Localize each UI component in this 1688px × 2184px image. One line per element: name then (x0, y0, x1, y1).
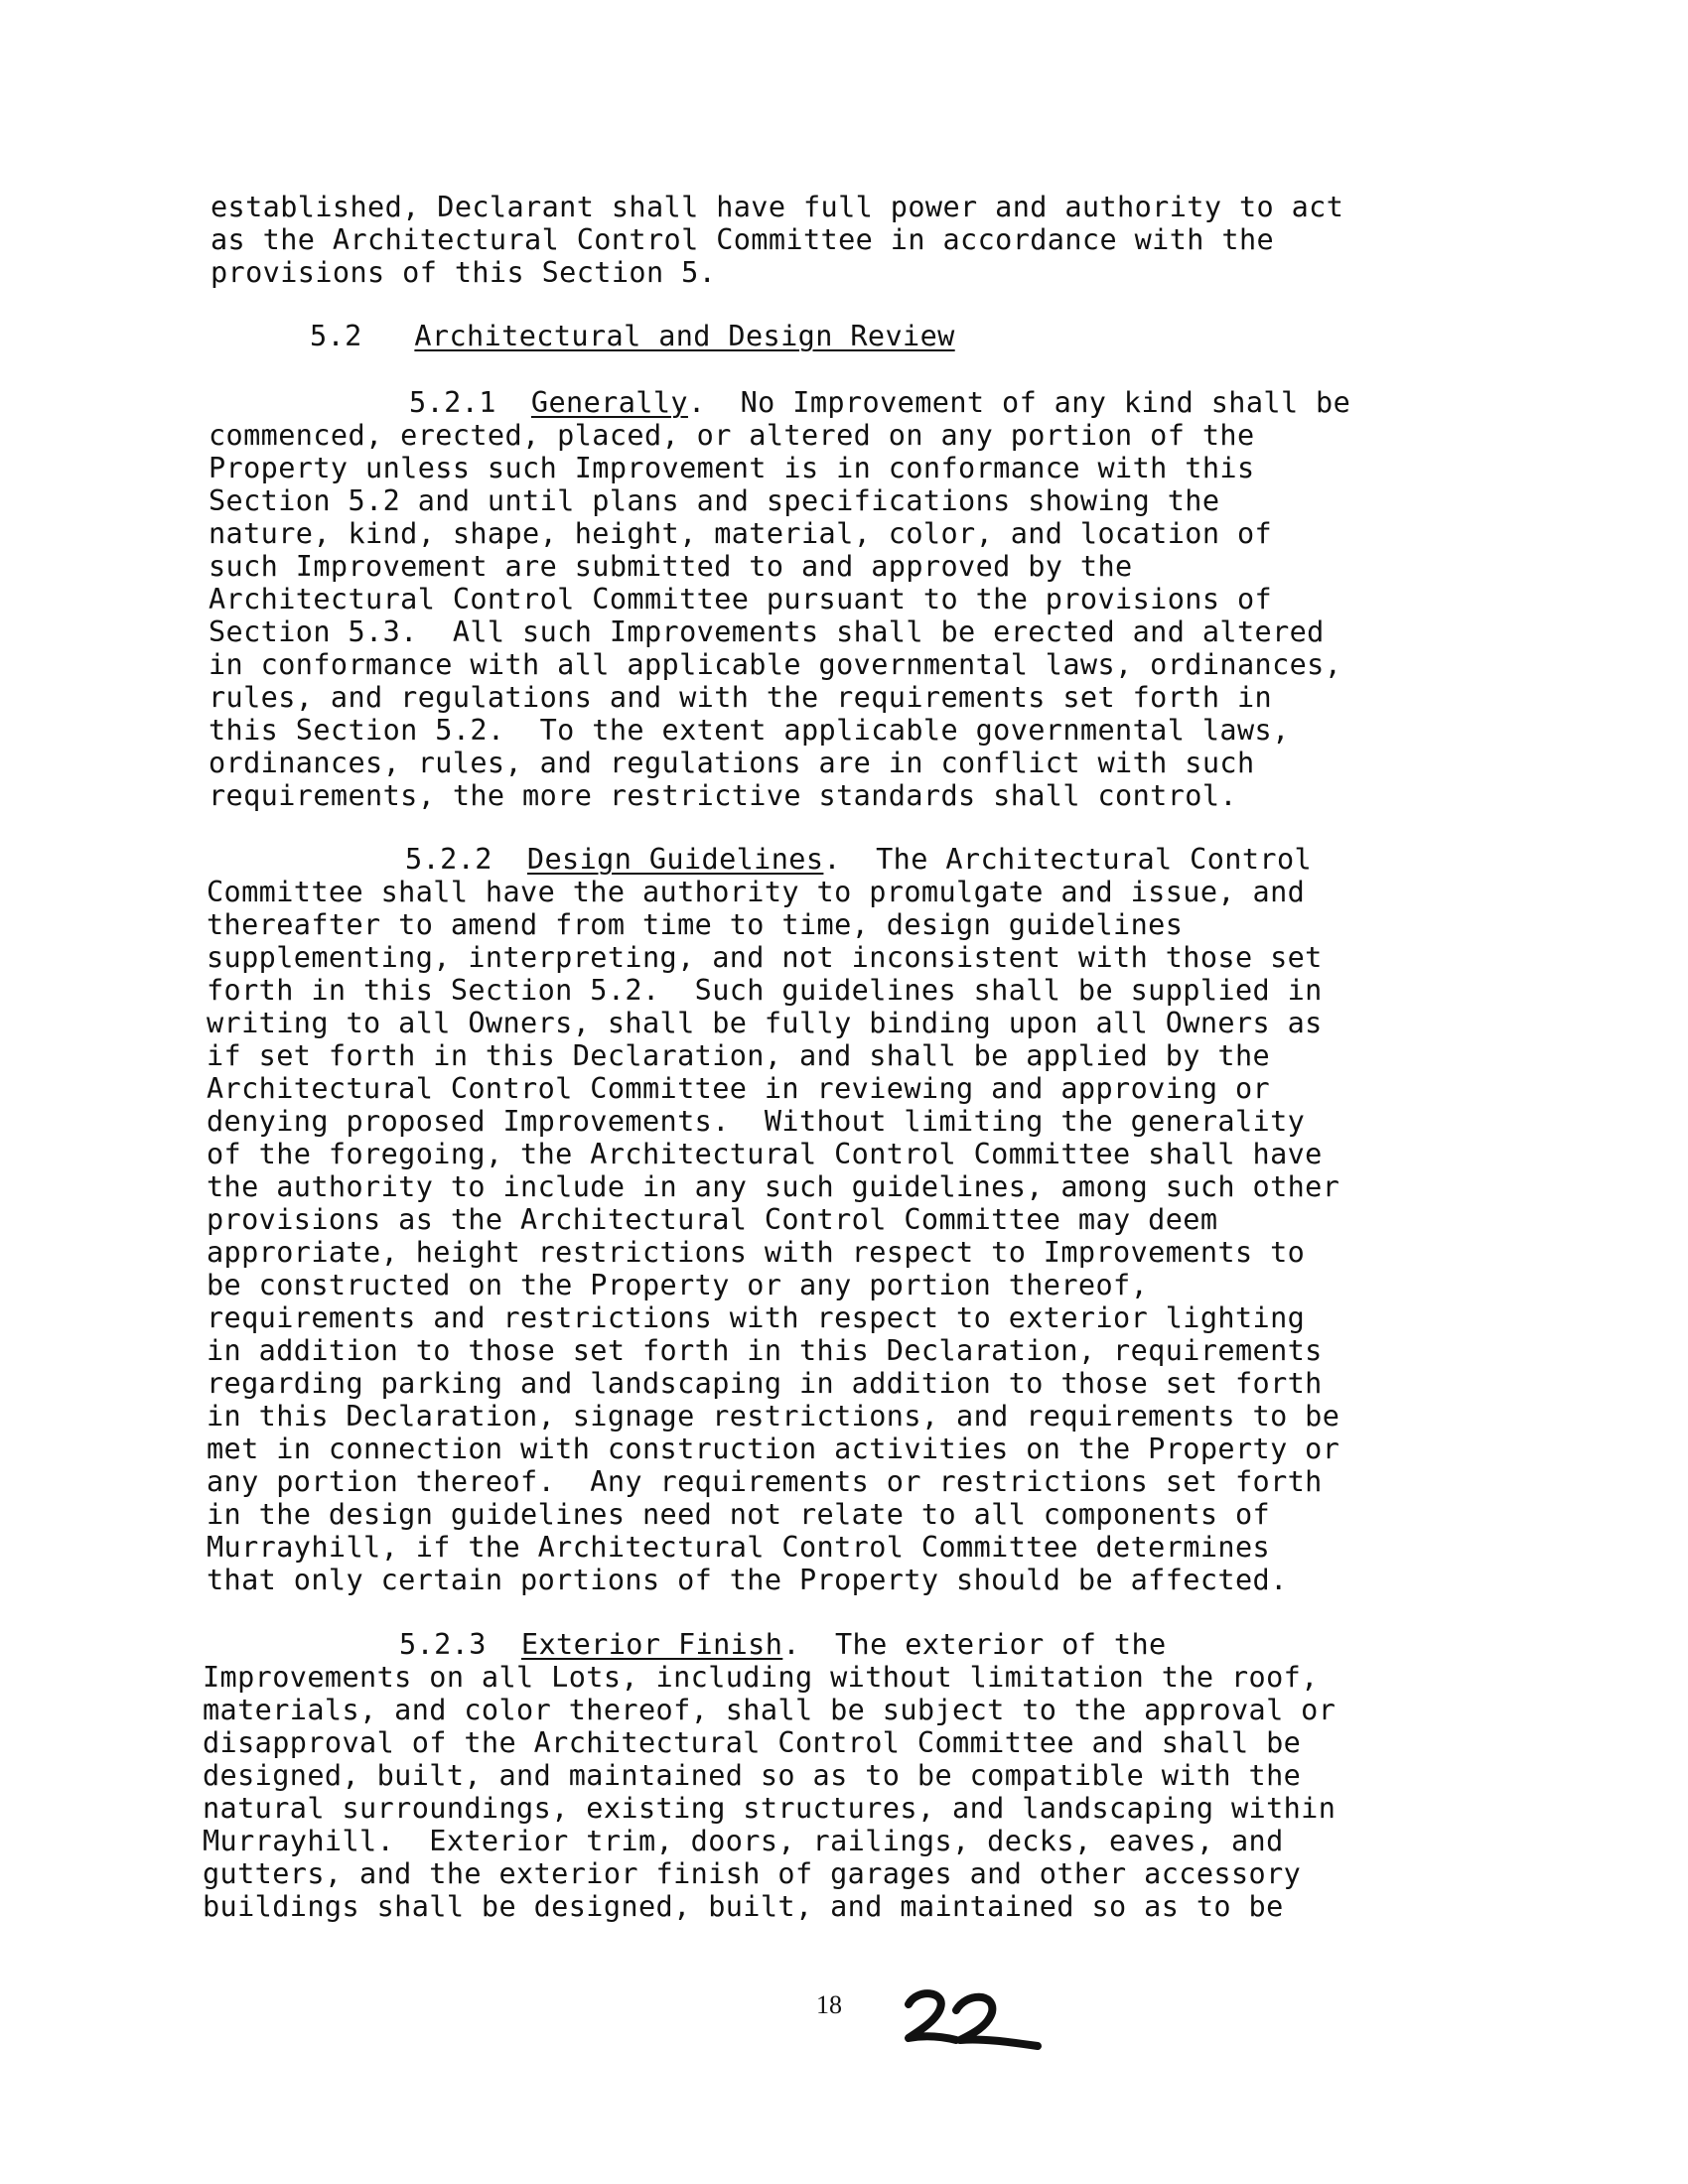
subsection-title: Generally (530, 386, 688, 419)
section-5-2-1-line: Section 5.2 and until plans and specifications showing the (209, 484, 1220, 517)
section-5-2-1-line: such Improvement are submitted to and approved by the (209, 550, 1133, 583)
section-5-2-1-line: in conformance with all applicable governmental laws, ordinances, (209, 648, 1342, 681)
section-5-2-1-line: this Section 5.2. To the extent applicable governmental laws, (209, 714, 1290, 747)
section-5-2-3-first-line (399, 1628, 1167, 1661)
section-5-2-2-line: supplementing, interpreting, and not inconsistent with those set (207, 941, 1323, 974)
section-5-2-heading (310, 320, 955, 352)
section-5-2-3-line: gutters, and the exterior finish of garages and other accessory (203, 1857, 1302, 1890)
section-5-2-2-line: of the foregoing, the Architectural Control Committee shall have (207, 1138, 1323, 1170)
section-5-2-2-line: provisions as the Architectural Control Committee may deem (207, 1203, 1218, 1236)
section-5-2-2-line: in this Declaration, signage restrictions, and requirements to be (207, 1400, 1340, 1433)
section-5-2-3-line: Improvements on all Lots, including without limitation the roof, (203, 1661, 1319, 1694)
section-number: 5.2 (310, 320, 362, 352)
section-5-2-1-line: requirements, the more restrictive standards shall control. (209, 779, 1237, 812)
section-5-2-2-line: thereafter to amend from time to time, design guidelines (207, 908, 1184, 941)
section-5-2-1-line: commenced, erected, placed, or altered on any portion of the (209, 419, 1255, 452)
section-5-2-2-line: Architectural Control Committee in reviewing and approving or (207, 1072, 1271, 1105)
subsection-title: Exterior Finish (520, 1628, 783, 1661)
section-5-2-2-line: in the design guidelines need not relate to all components of (207, 1498, 1271, 1531)
intro-line-2: as the Architectural Control Committee in accordance with the (211, 223, 1275, 256)
section-5-2-1-line: Property unless such Improvement is in conformance with this (209, 452, 1255, 484)
section-5-2-2-line: Committee shall have the authority to promulgate and issue, and (207, 876, 1306, 908)
section-5-2-2-line: any portion thereof. Any requirements or restrictions set forth (207, 1465, 1323, 1498)
page-number: 18 (816, 1990, 842, 2019)
subsection-number: 5.2.1 (409, 386, 496, 419)
subsection-number: 5.2.2 (405, 843, 492, 876)
section-5-2-3-line: disapproval of the Architectural Control Committee and shall be (203, 1726, 1302, 1759)
section-5-2-2-line: requirements and restrictions with respect to exterior lighting (207, 1301, 1306, 1334)
section-5-2-1-line: ordinances, rules, and regulations are in conflict with such (209, 747, 1255, 779)
section-5-2-1-line: Section 5.3. All such Improvements shall be erected and altered (209, 615, 1325, 648)
section-5-2-2-line: if set forth in this Declaration, and shall be applied by the (207, 1039, 1271, 1072)
section-5-2-2-line: in addition to those set forth in this Declaration, requirements (207, 1334, 1323, 1367)
intro-line-3: provisions of this Section 5. (211, 256, 717, 289)
subsection-first-line-text: . No Improvement of any kind shall be (687, 386, 1351, 419)
section-5-2-1-line: nature, kind, shape, height, material, color, and location of (209, 517, 1273, 550)
section-title: Architectural and Design Review (414, 320, 955, 352)
handwritten-page-mark (899, 1980, 1048, 2050)
subsection-first-line-text: . The exterior of the (782, 1628, 1167, 1661)
section-5-2-2-line: forth in this Section 5.2. Such guidelines shall be supplied in (207, 974, 1323, 1007)
section-5-2-3-line: Murrayhill. Exterior trim, doors, railings, decks, eaves, and (203, 1825, 1284, 1857)
section-5-2-2-line: denying proposed Improvements. Without limiting the generality (207, 1105, 1306, 1138)
subsection-number: 5.2.3 (399, 1628, 487, 1661)
subsection-first-line-text: . The Architectural Control (823, 843, 1313, 876)
section-5-2-2-line: that only certain portions of the Property should be affected. (207, 1564, 1288, 1596)
section-5-2-2-first-line (405, 843, 1312, 876)
section-5-2-2-line: Murrayhill, if the Architectural Control Committee determines (207, 1531, 1271, 1564)
section-5-2-2-line: approriate, height restrictions with respect to Improvements to (207, 1236, 1306, 1269)
section-5-2-2-line: regarding parking and landscaping in addition to those set forth (207, 1367, 1323, 1400)
section-5-2-3-line: buildings shall be designed, built, and maintained so as to be (203, 1890, 1284, 1923)
section-5-2-1-line: Architectural Control Committee pursuant to the provisions of (209, 583, 1273, 615)
subsection-title: Design Guidelines (526, 843, 824, 876)
section-5-2-1-first-line (409, 386, 1350, 419)
section-5-2-3-line: materials, and color thereof, shall be subject to the approval or (203, 1694, 1336, 1726)
intro-line-1: established, Declarant shall have full power and authority to act (211, 191, 1344, 223)
section-5-2-2-line: met in connection with construction activities on the Property or (207, 1433, 1340, 1465)
section-5-2-1-line: rules, and regulations and with the requirements set forth in (209, 681, 1273, 714)
section-5-2-2-line: be constructed on the Property or any portion thereof, (207, 1269, 1149, 1301)
section-5-2-3-line: natural surroundings, existing structures, and landscaping within (203, 1792, 1336, 1825)
section-5-2-3-line: designed, built, and maintained so as to be compatible with the (203, 1759, 1302, 1792)
section-5-2-2-line: writing to all Owners, shall be fully binding upon all Owners as (207, 1007, 1323, 1039)
section-5-2-2-line: the authority to include in any such guidelines, among such other (207, 1170, 1340, 1203)
